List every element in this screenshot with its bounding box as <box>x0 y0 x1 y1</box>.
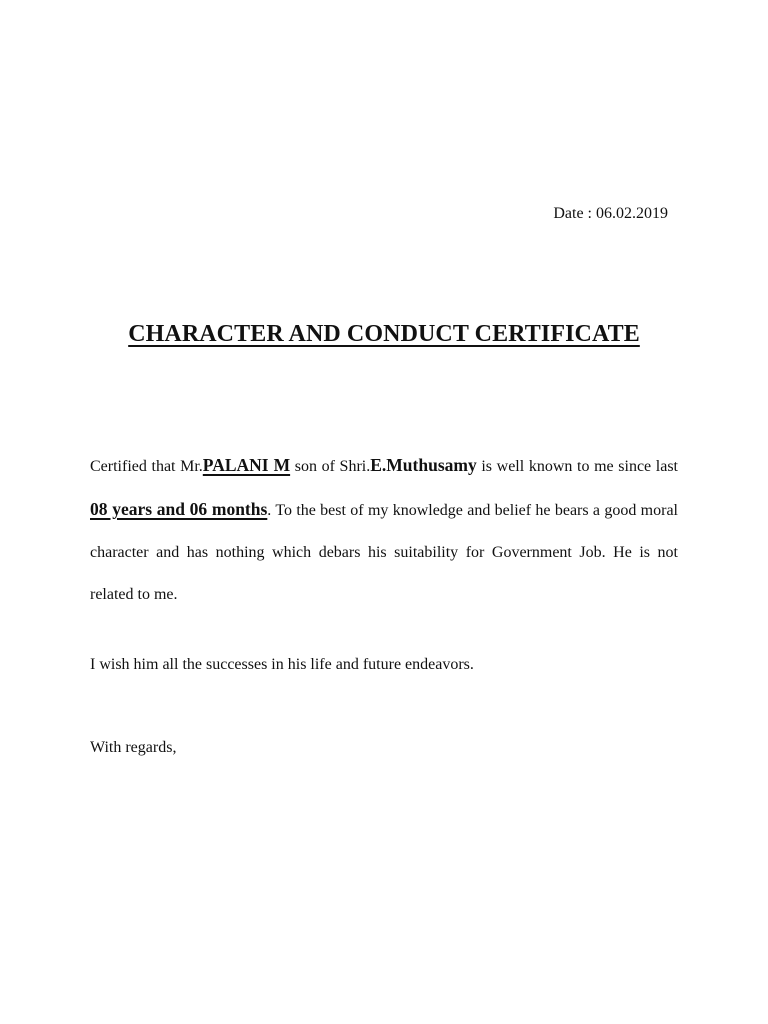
date-value: 06.02.2019 <box>596 205 668 222</box>
paragraph-rest: . To the best of my knowledge and belief he bears a good moral character and has nothing which debars his suitability for Government Job. He is not related to me. <box>90 502 678 603</box>
father-name: E.Muthusamy <box>370 455 477 475</box>
closing-regards: With regards, <box>90 739 177 756</box>
duration: 08 years and 06 months <box>90 499 268 519</box>
known-text: is well known to me since last <box>476 458 678 475</box>
certificate-body-paragraph <box>90 444 678 616</box>
date-line <box>553 205 668 223</box>
date-label: Date : <box>553 205 596 222</box>
person-name: PALANI M <box>202 455 291 475</box>
son-of-text: son of Shri. <box>290 458 371 475</box>
wish-line: I wish him all the successes in his life and future endeavors. <box>90 656 474 673</box>
certificate-title: CHARACTER AND CONDUCT CERTIFICATE <box>128 321 640 347</box>
certified-prefix: Certified that Mr. <box>90 458 203 475</box>
